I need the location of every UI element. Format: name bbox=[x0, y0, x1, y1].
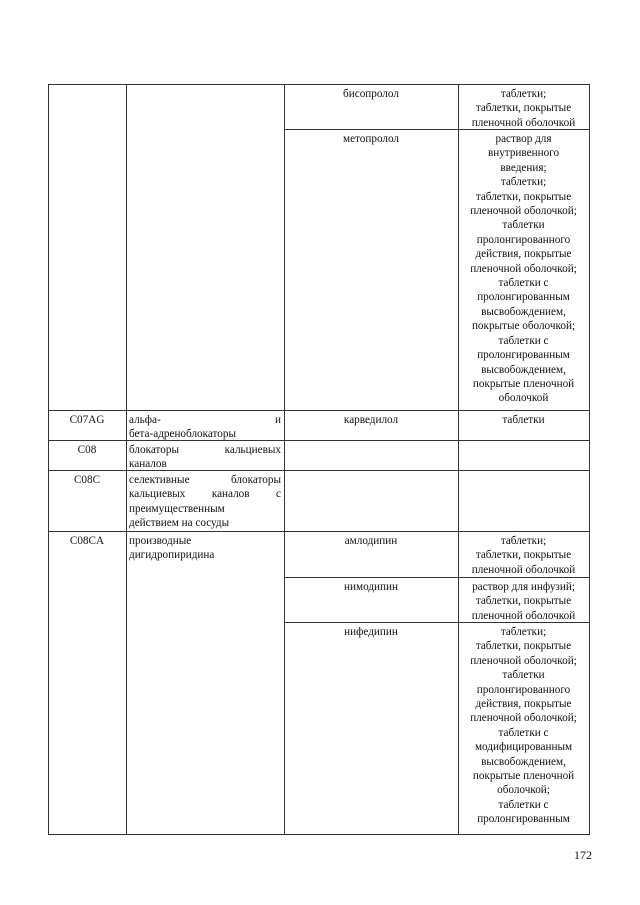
table-cell-group bbox=[126, 411, 284, 442]
group-text-line: преимущественным bbox=[129, 502, 225, 515]
table-cell-drug: метопролол bbox=[342, 133, 400, 145]
table-cell-forms: таблетки; таблетки, покрытые пленочной оболочкой bbox=[471, 535, 576, 576]
table-cell-drug: нифедипин bbox=[344, 626, 398, 638]
group-text-line: кальциевых каналов с bbox=[129, 488, 281, 501]
table-cell-group bbox=[126, 441, 284, 472]
table-cell-forms: таблетки; таблетки, покрытые пленочной оболочкой; таблетки пролонгированного действия, покрытые пленочной оболочкой; таблетки с модифицированным высвобождением, покрытые пленочной оболочкой; таблетки с пролонгированным bbox=[470, 626, 577, 826]
table-cell-drug: карведилол bbox=[343, 414, 399, 426]
table-cell-code: C07AG bbox=[69, 414, 105, 426]
table-cell-drug: бисопролол bbox=[343, 88, 399, 100]
table-cell-forms: раствор для инфузий; таблетки, покрытые пленочной оболочкой bbox=[471, 581, 576, 622]
table-cell-code: C08 bbox=[77, 444, 97, 456]
table-cell-drug: амлодипин bbox=[344, 535, 398, 547]
group-text-line: блокаторы кальциевых bbox=[129, 444, 281, 456]
table-cell-forms: таблетки bbox=[502, 414, 545, 426]
table-cell-group bbox=[126, 471, 284, 531]
table-cell-forms: раствор для внутривенного введения; таблетки; таблетки, покрытые пленочной оболочкой; таблетки пролонгированного действия, покрытые пленочной оболочкой; таблетки с пролонгированным высвобождением, покрытые оболочкой; таблетки с пролонгированным высвобождением, покрытые пленочной оболочкой bbox=[470, 133, 577, 405]
table-cell-group: производные дигидропиридина bbox=[129, 535, 215, 562]
table-cell-drug: нимодипин bbox=[344, 581, 398, 593]
drug-table bbox=[48, 84, 590, 835]
table-cell-code: C08CA bbox=[69, 535, 105, 547]
table-border-bottom bbox=[48, 834, 590, 835]
table-cell-code: C08C bbox=[73, 474, 101, 486]
page-number: 172 bbox=[574, 848, 592, 862]
table-border-right bbox=[589, 84, 590, 835]
group-text-line: каналов bbox=[129, 458, 167, 471]
group-text-line: действием на сосуды bbox=[129, 517, 230, 530]
column-divider bbox=[284, 84, 285, 835]
group-text-line: селективные блокаторы bbox=[129, 474, 281, 486]
group-text-line: альфа- и bbox=[129, 414, 281, 426]
table-cell-forms: таблетки; таблетки, покрытые пленочной оболочкой bbox=[471, 88, 576, 129]
table-border-left bbox=[48, 84, 49, 835]
group-text-line: бета-адреноблокаторы bbox=[129, 428, 237, 441]
